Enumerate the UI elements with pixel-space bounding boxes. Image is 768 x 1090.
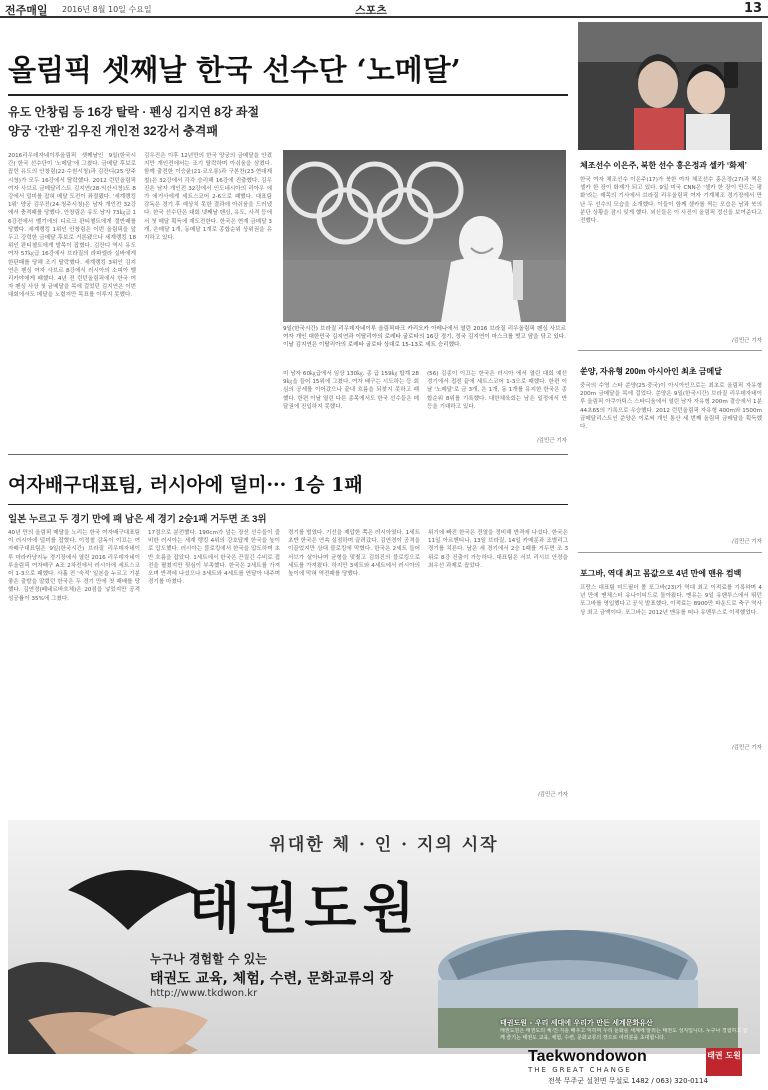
photo-caption: 9일(한국시간) 브라질 리우데자네이루 올림픽파크 카리오카 아레나에서 열린 2016 브라질 리우올림픽 펜싱 사브르 여자 개인 대한민국 김지연과 이탈리아의 로레타 굴로타의 16강 경기, 정국 김지연이 마스크를 벗고 땀을 닦고 있다. 이날 김지연은 이탈리아의 로레타 굴로타 상대로 15-13로 세트 승리했다. — [283, 326, 566, 349]
ad-brand-calligraphy: 태권도원 — [188, 876, 421, 940]
ad-slogan-2: 태권도 교육, 체험, 수련, 문화교류의 장 — [150, 971, 394, 987]
side-body-3: 프랑스 대표팀 미드필더 폴 포그바(23)가 역대 최고 이적료를 기록하며 4년 만에 맨체스터 유나이티드로 돌아왔다. 맨유는 9일 유벤투스에서 뛰던 포그바를 영입했다고 공식 발표했다. 이적료는 8900만 파운드로 축구 역사상 최고 금액이다. 포그바는 2012년 맨유를 떠나 유벤투스로 이적했었다. — [580, 585, 762, 616]
side-body-1: 한국 여자 체조선수 이은주(17)가 북한 여자 체조선수 홍은정(27)과 찍은 셀카 한 장이 화제가 되고 있다. 9일 미국 CNN은 '셀카 한 장이 만드는 평화'라는 제목의 기사에서 브라질 리우올림픽 여자 기계체조 경기장에서 만난 두 선수의 모습을 소개했다. 이들이 함께 셀카를 찍는 모습은 남과 북의 분단 상황을 잠시 잊게 했다. 외신들은 이 사진이 올림픽 정신을 보여준다고 전했다. — [580, 177, 762, 225]
section-divider — [8, 454, 568, 455]
volleyball-col-4: 위기에 빠진 한국은 전열을 정비해 반격에 나섰다. 한국은 11일 아르헨티나, 13일 브라질, 14일 카메룬과 조별리그 경기를 치른다. 남은 세 경기에서 2승 1패를 거두면 조 3위로 8강 진출이 가능하다. 대표팀은 서브 리시브 안정을 최우선 과제로 꼽았다. — [428, 530, 568, 569]
side-divider-2 — [578, 552, 762, 553]
volleyball-col-1: 40년 만의 올림픽 메달을 노리는 한국 여자배구대표팀이 러시아에 덜미를 잡혔다. 이정철 감독이 이끄는 여자배구대표팀은 9일(한국시간) 브라질 리우데자네이루 마라카냥지뉴 경기장에서 열린 2016 리우데자네이루올림픽 여자배구 A조 2차전에서 러시아에 세트스코어 1-3으로 패했다. 사흘 전 '숙적' 일본을 누르고 기분 좋은 출발을 알렸던 한국은 두 경기 만에 첫 패배를 당했다. 김연경(페네르바흐체)은 20점을 넣었지만 공격 성공률이 35%에 그쳤다. — [8, 530, 140, 602]
newspaper-name: 전주매일 — [5, 4, 48, 17]
ad-slogan-1: 누구나 경험할 수 있는 — [150, 952, 267, 966]
selfie-photo-illustration — [578, 22, 762, 150]
main-body-col-2: 김우진은 이후 12년만의 한국 양궁의 금메달을 안겼지만 개인전에서는 조기 탈락하며 아쉬움을 삼켰다. 함께 출전한 이승윤(21·코오롱)과 구본찬(23·현대제철)은 32강에서 각각 승리해 16강에 진출했다. 김우진은 남자 개인전 32강에서 인도네시아의 리아우 에가 에거사에게 세트스코어 2-6으로 패했다. 대표팀 감독은 경기 후 예상치 못한 결과에 아쉬움을 드러냈다. 한국 선수단은 대회 넷째날 펜싱, 유도, 사격 등에서 첫 메달 획득에 재도전한다. 한국은 현재 금메달 3개, 은메달 1개, 동메달 1개로 종합순위 상위권을 유지하고 있다. — [144, 153, 272, 242]
volleyball-col-2: 17점으로 분전했다. 190cm가 넘는 장신 선수들이 즐비한 러시아는 세계 랭킹 4위의 강호답게 한국을 높이로 압도했다. 러시아는 블로킹에서 한국을 압도하며 초반 흐름을 잡았다. 1세트에서 한국은 끈질긴 수비로 접전을 펼쳤지만 뒷심이 부족했다. 한국은 2세트를 가져오며 반격에 나섰으나 3세트와 4세트를 연달아 내주며 경기를 마쳤다. — [148, 530, 280, 586]
side-headline-3: 포그바, 역대 최고 몸값으로 4년 만에 맨유 컴백 — [580, 569, 742, 578]
ad-logo-badge: 태권 도원 — [706, 1048, 742, 1076]
main-subtitle-2: 양궁 ‘간판’ 김우진 개인전 32강서 충격패 — [8, 124, 218, 138]
main-body-col-1: 2016리우데자네이루올림픽 셋째날인 9일(한국시간) 한국 선수단이 '노메달'에 그쳤다. 금메달 후보로 꼽힌 유도의 안창림(22·수원시청)과 김잔디(25·양주시청)가 모두 16강에서 탈락했다. 2012 런던올림픽 여자 사브르 금메달리스트 김지연(28·익산시청)도 8강에서 덜미를 잡혀 메달 도전이 좌절됐다. '세계랭킹 1위' 양궁 김우진(24·청주시청)은 남자 개인전 32강에서 충격패를 당했다. 안창림은 유도 남자 73㎏급 16강전에서 벨기에의 디르크 판티첼트에게 절반패를 당했다. 세계랭킹 1위인 안창림은 이번 올림픽을 앞두고 강력한 금메달 후보로 거론됐으나 세계랭킹 18위인 판티첼트에게 발목이 잡혔다. 김잔디 역시 유도 여자 57㎏급 16강에서 브라질의 라파엘라 실바에게 한판패를 당해 조기 탈락했다. 세계랭킹 3위인 김지연은 펜싱 여자 사브르 8강에서 러시아의 소피아 벨리카야에게 패했다. 4년 전 런던올림픽에서 한국 여자 펜싱 사상 첫 금메달을 목에 걸었던 김지연은 이번 대회에서도 메달을 노렸지만 목표를 이루지 못했다. — [8, 153, 136, 299]
main-body-col-3: 미 남자 60㎏급에서 임상 130㎏. 종 급 159㎏ 합계 289㎏을 들어 15위에 그쳤다. 여자 배구는 시도하는 등 회심의 공세를 이어갔으나 끝내 흐름을 되찾지 못하고 패했다. 한편 이날 열린 다른 종목에서도 한국 선수들은 메달권에 진입하지 못했다. — [283, 371, 419, 410]
side-body-2: 중국의 수영 스타 쑨양(25·중국)이 아시아인으로는 최초로 올림픽 자유형 200m 금메달을 목에 걸었다. 쑨양은 9일(한국시간) 브라질 리우데자네이루 올림픽 아쿠아틱스 스타디움에서 열린 남자 자유형 200m 결승에서 1분44초65의 기록으로 우승했다. 2012 런던올림픽 자유형 400m와 1500m 금메달리스트인 쑨양은 이로써 개인 통산 세 번째 올림픽 금메달을 획득했다. — [580, 383, 762, 431]
taekwondowon-advertisement — [8, 820, 760, 1084]
ad-tagline: 위대한 체 · 인 · 지의 시작 — [269, 835, 499, 855]
page-number: 13 — [744, 1, 763, 16]
section-name: 스포츠 — [355, 4, 387, 17]
volleyball-title-rule — [8, 504, 568, 505]
side-byline-3: /김민근 기자 — [731, 745, 762, 751]
side-divider-1 — [578, 350, 762, 351]
volleyball-subtitle: 일본 누르고 두 경기 만에 패 남은 세 경기 2승1패 거두면 조 3위 — [8, 514, 267, 525]
side-byline-2: /김민근 기자 — [731, 539, 762, 545]
selfie-photo — [578, 22, 762, 150]
main-subtitle-1: 유도 안창림 등 16강 탈락 · 펜싱 김지연 8강 좌절 — [8, 105, 260, 119]
side-byline-1: /김민근 기자 — [731, 338, 762, 344]
main-byline: /김민근 기자 — [536, 438, 567, 444]
ad-info-title: 태권도원 - 우리 세대에 우리가 만든 세계문화유산 — [500, 1019, 653, 1027]
page-header — [0, 0, 768, 18]
ad-logo-sub: THE GREAT CHANGE — [528, 1066, 632, 1074]
volleyball-byline: /김민근 기자 — [537, 792, 568, 798]
ad-url-link[interactable]: http://www.tkdwon.kr — [150, 988, 258, 999]
side-headline-2: 쑨양, 자유형 200m 아시아인 최초 금메달 — [580, 367, 722, 376]
issue-date: 2016년 8월 10일 수요일 — [62, 5, 152, 14]
volleyball-col-3: 경기를 벌였다. 기선을 제압한 쪽은 러시아였다. 1세트 초반 한국은 연속 실점하며 끌려갔다. 김연경이 공격을 이끌었지만 상대 블로킹에 막혔다. 한국은 2세트 들어 서브가 살아나며 균형을 맞췄고 김희진의 블로킹으로 세트를 가져왔다. 하지만 3세트와 4세트에서 러시아의 높이에 막혀 역전패를 당했다. — [288, 530, 420, 578]
fencer-photo-illustration — [283, 150, 566, 322]
ad-logo-english: Taekwondowon — [528, 1048, 647, 1065]
title-rule — [8, 94, 568, 96]
side-headline-1: 체조선수 이은주, 북한 선수 홍은정과 셀카 ‘화제’ — [580, 161, 747, 170]
main-body-col-4: (56) 김종이 이끄는 한국은 러시아 에서 열린 대회 예선 경기에서 접전 끝에 세트스코어 1-3으로 패했다. 한편 이날 '노메달'로 금 3개, 은 1개, 동 1개를 유지한 한국은 종합순위 8위를 기록했다. 대한체육회는 남은 일정에서 반등을 기대하고 있다. — [427, 371, 567, 410]
volleyball-title: 여자배구대표팀, 러시아에 덜미··· 1승 1패 — [8, 474, 363, 496]
fencing-photo — [283, 150, 566, 322]
ad-info-body: 태권도원은 태권도의 체·인·지를 배우고 익히며 우리 문화를 세계에 알리는 태권도 성지입니다. 누구나 경험하고 함께 즐기는 태권도 교육, 체험, 수련, 문화교류의 장으로 여러분을 초대합니다. — [500, 1028, 748, 1041]
ad-address: 전북 무주군 설천면 무설로 1482 / 063) 320-0114 — [548, 1077, 708, 1084]
main-title: 올림픽 셋째날 한국 선수단 ‘노메달’ — [8, 53, 461, 87]
